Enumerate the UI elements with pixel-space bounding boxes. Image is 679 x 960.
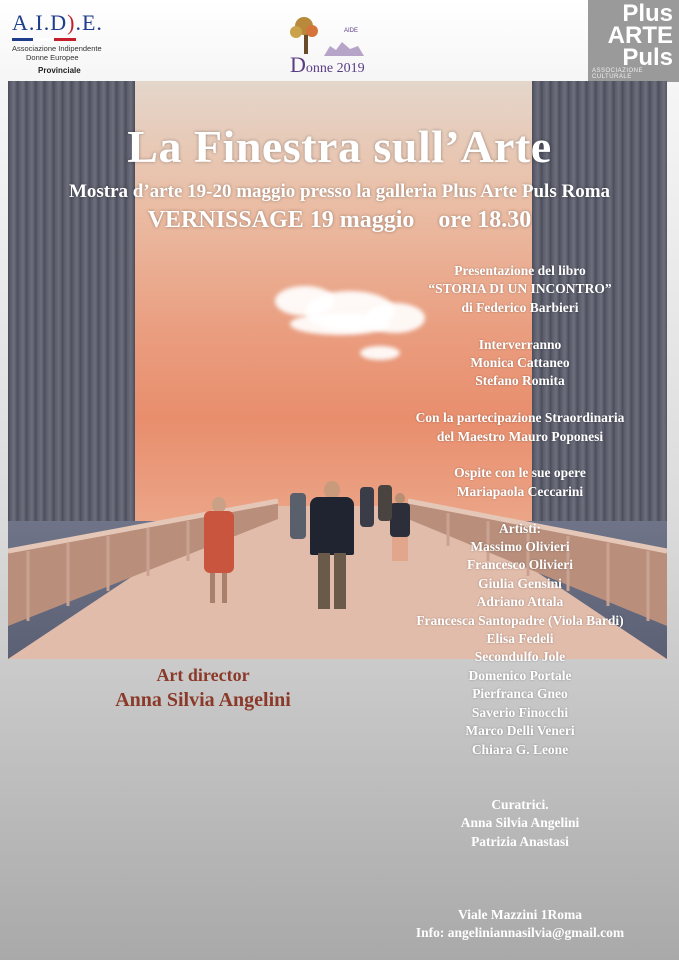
donne-logo-text: Donne 2019 <box>290 52 365 77</box>
special-guest-line1: Con la partecipazione Straordinaria <box>415 410 625 426</box>
program-block <box>380 262 660 759</box>
address: Viale Mazzini 1Roma <box>458 907 582 922</box>
curator-name: Anna Silvia Angelini <box>460 815 580 831</box>
book-intro: Presentazione del libro <box>454 263 586 278</box>
aide-logo <box>8 10 118 76</box>
special-guest-line2: del Maestro Mauro Poponesi <box>436 428 604 444</box>
footer-block <box>380 906 660 943</box>
plus-logo-line3: Puls <box>622 44 673 71</box>
book-author: di Federico Barbieri <box>461 299 579 315</box>
distant-person <box>360 487 374 527</box>
artist-name: Francesco Olivieri <box>466 557 574 573</box>
walking-man <box>304 481 360 611</box>
artist-name: Francesca Santopadre (Viola Bardi) <box>416 612 624 628</box>
artist-name: Elisa Fedeli <box>486 631 554 647</box>
walking-woman <box>200 497 240 607</box>
aide-logo-stripe <box>12 38 76 41</box>
artist-name: Chiara G. Leone <box>471 741 569 757</box>
event-subtitle: Mostra d’arte 19-20 maggio presso la galleria Plus Arte Puls Roma <box>68 181 611 202</box>
artist-name: Secondulfo Jole <box>474 649 566 665</box>
guest-line1: Ospite con le sue opere <box>454 465 586 481</box>
artist-name: Adriano Attala <box>476 594 564 610</box>
vernissage-line: VERNISSAGE 19 maggio ore 18.30 <box>147 207 532 233</box>
aide-logo-subtitle: Associazione Indipendente Donne Europee <box>12 44 102 62</box>
donne-logo-small: AIDE <box>344 28 359 34</box>
curators-label: Curatrici. <box>491 797 549 812</box>
artist-name: Massimo Olivieri <box>470 539 570 555</box>
artists-label: Artisti: <box>499 520 541 536</box>
artist-name: Marco Delli Veneri <box>465 723 575 739</box>
artist-name: Saverio Finocchi <box>471 704 569 720</box>
contact-info: Info: angeliniannasilvia@gmail.com <box>415 925 625 941</box>
art-director-name: Anna Silvia Angelini <box>115 689 291 711</box>
plus-logo-subtitle: ASSOCIAZIONE CULTURALE <box>592 68 644 80</box>
curators-block <box>380 796 660 851</box>
event-title: La Finestra sull’Arte <box>127 121 552 172</box>
aide-logo-title: A.I.D).E. <box>12 10 103 35</box>
guest-line2: Mariapaola Ceccarini <box>456 483 584 499</box>
plus-arte-puls-logo <box>588 0 679 82</box>
artist-name: Domenico Portale <box>468 667 572 683</box>
artist-name: Giulia Gensini <box>478 575 562 591</box>
artist-name: Pierfranca Gneo <box>472 686 568 702</box>
plus-logo-line2: ARTE <box>607 22 673 49</box>
donne-2019-logo <box>284 16 374 76</box>
distant-person <box>290 493 306 539</box>
speakers-label: Interverranno <box>478 336 562 352</box>
curator-name: Patrizia Anastasi <box>471 833 569 849</box>
speaker: Stefano Romita <box>475 373 565 389</box>
speaker: Monica Cattaneo <box>470 355 570 371</box>
aide-logo-provinciale: Provinciale <box>38 66 81 75</box>
art-director-label: Art director <box>156 665 250 685</box>
plus-logo-line1: Plus <box>622 0 673 27</box>
book-title: “STORIA DI UN INCONTRO” <box>428 281 612 297</box>
